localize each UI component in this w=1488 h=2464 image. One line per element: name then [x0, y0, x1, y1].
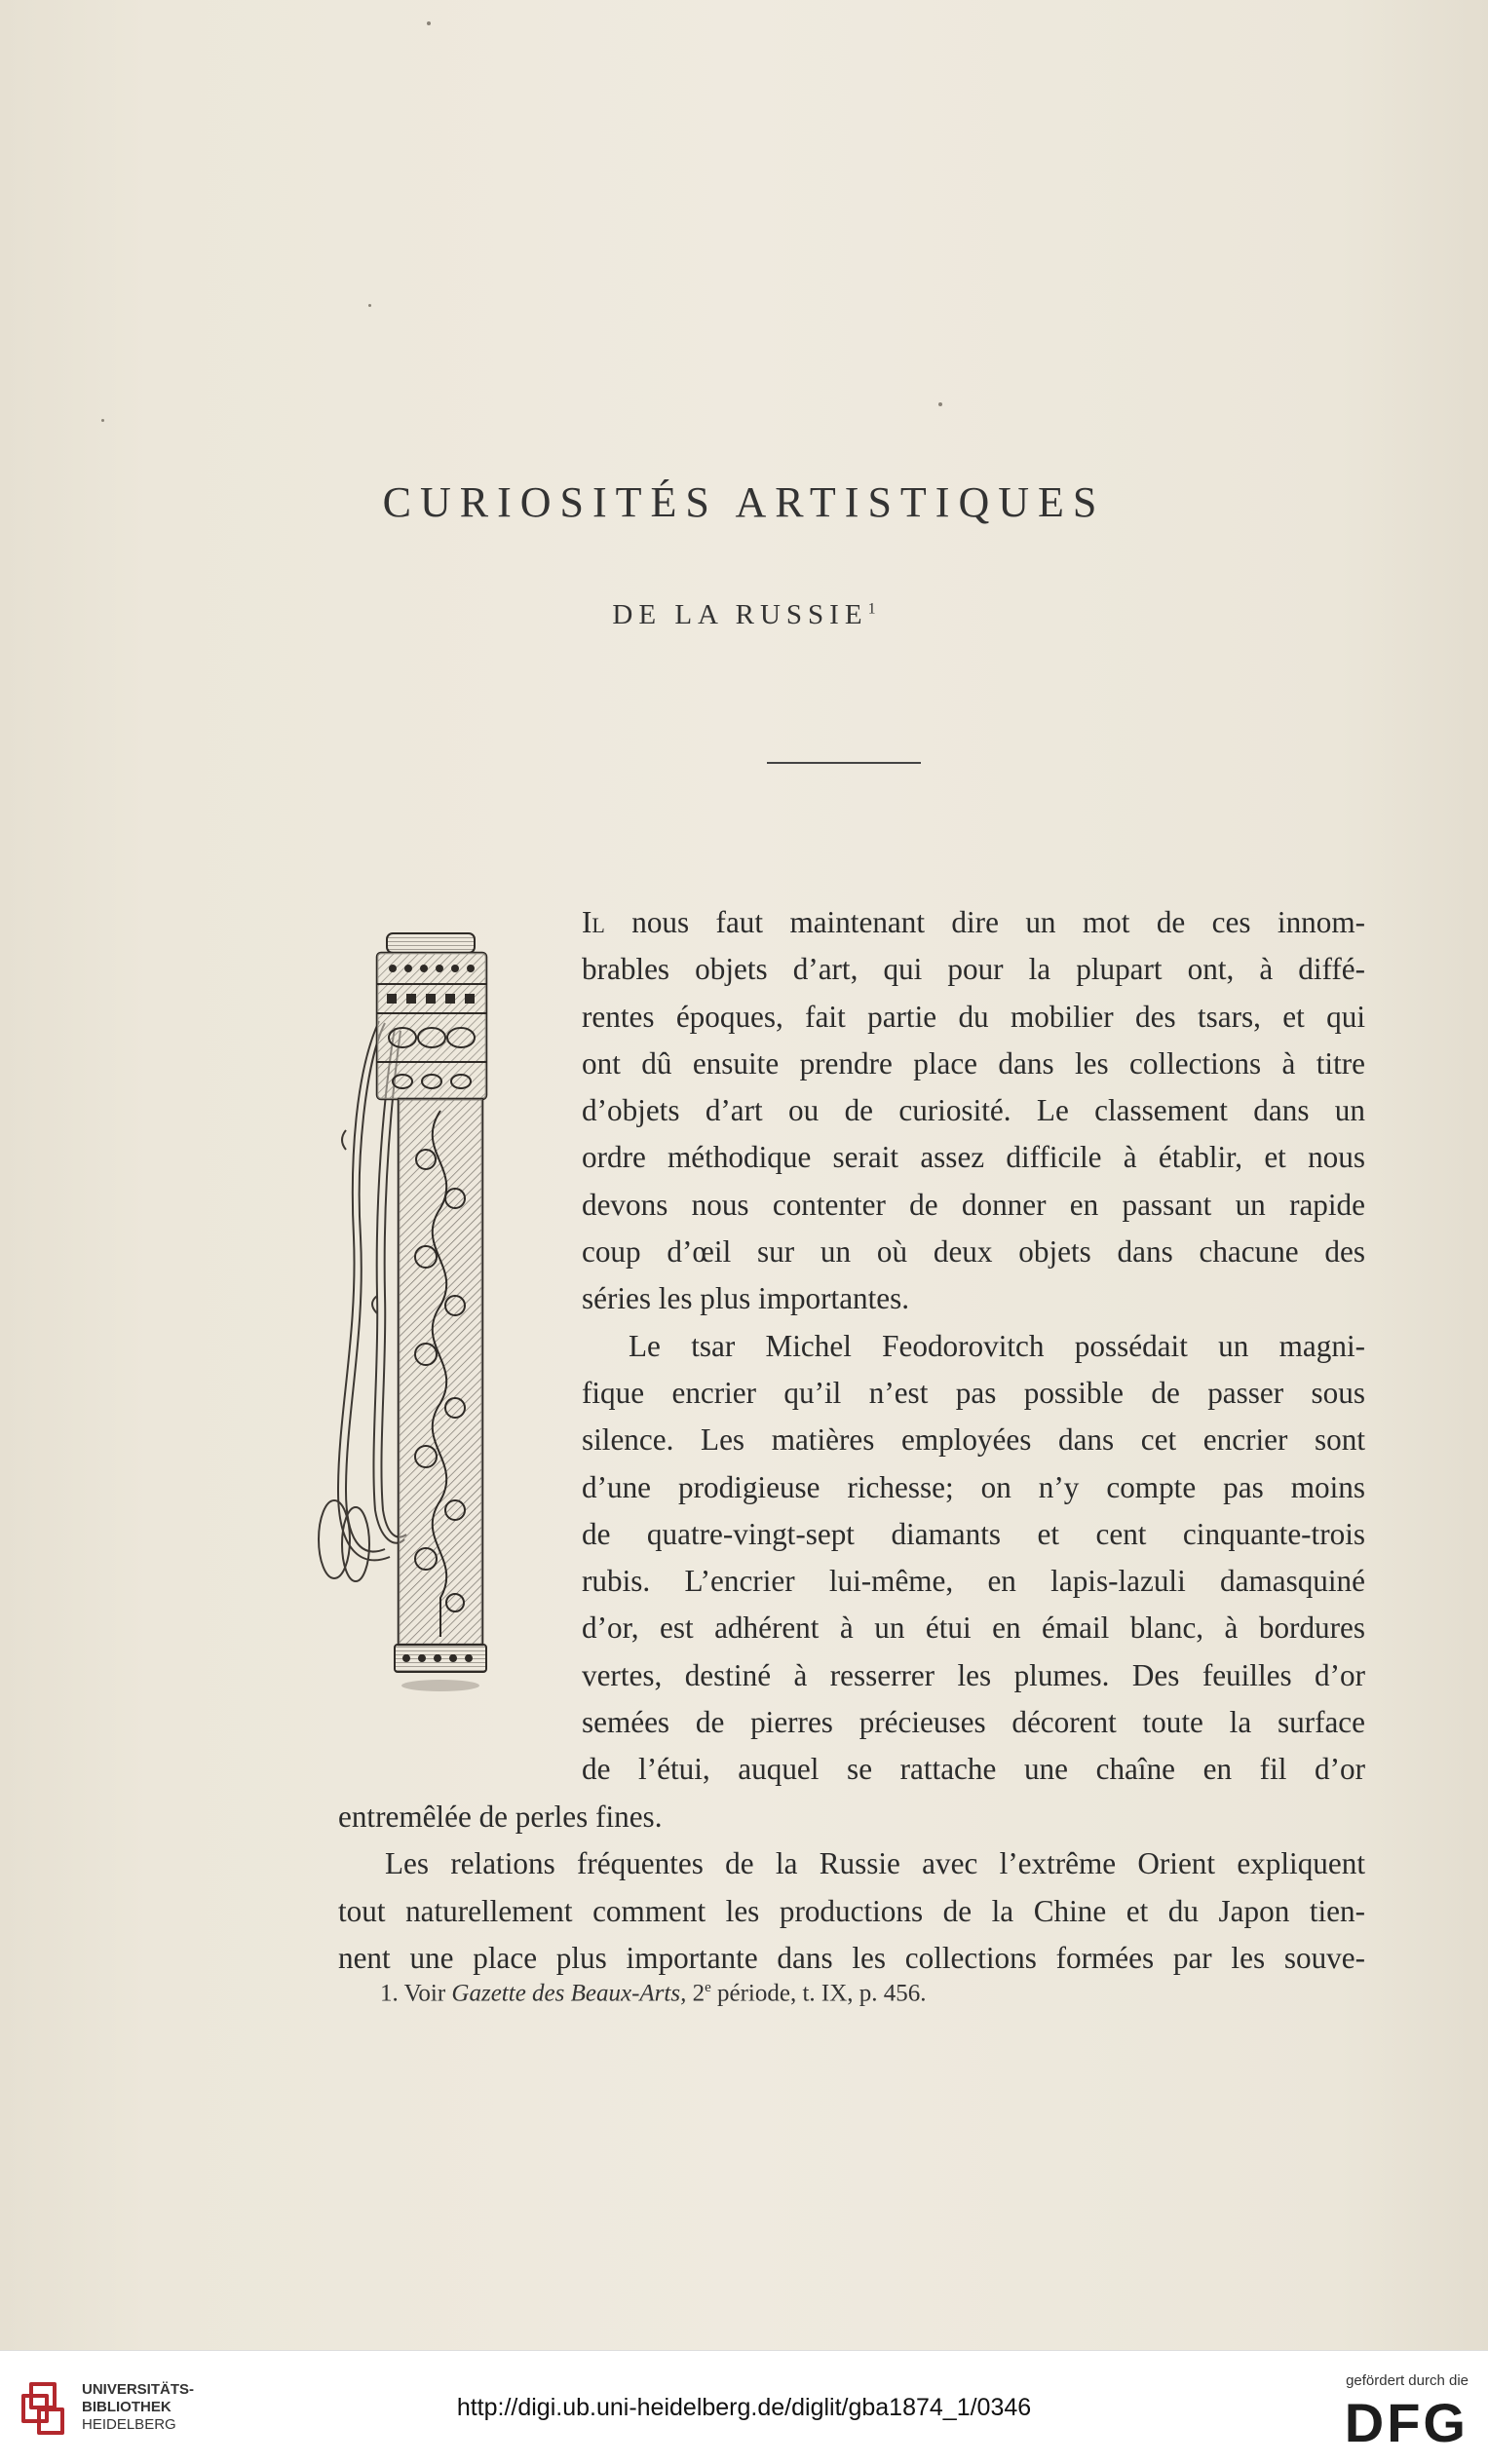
paper-speck [427, 21, 431, 25]
text-line: tout naturellement comment les productions de la Chine et du Japon tien- [338, 1893, 1365, 1928]
text-line: silence. Les matières employées dans cet encrier sont [582, 1422, 1365, 1458]
funder-label: gefördert durch die [1346, 2372, 1469, 2389]
text-line: entremêlée de perles fines. [338, 1800, 663, 1834]
text-line: Le tsar Michel Feodorovitch possédait un magni- [629, 1328, 1365, 1363]
footnote: 1. Voir Gazette des Beaux-Arts, 2e période, t. IX, p. 456. [380, 1980, 927, 2007]
wrapped-paragraphs [582, 899, 1365, 1794]
text-line: nent une place plus importante dans les collections formées par les souve- [338, 1940, 1365, 1975]
footnote-ref: 1 [867, 600, 876, 618]
title-rule [767, 762, 921, 764]
text-line: devons nous contenter de donner en passant un rapide [582, 1187, 1365, 1222]
text-line: rubis. L’encrier lui-même, en lapis-lazuli damasquiné [582, 1564, 1365, 1599]
text-line: de quatre-vingt-sept diamants et cent cinquante-trois [582, 1516, 1365, 1551]
text-line: Les relations fréquentes de la Russie avec l’extrême Orient expliquent [385, 1846, 1365, 1881]
text-line: semées de pierres précieuses décorent toute la surface [582, 1705, 1365, 1740]
permalink-url[interactable]: http://digi.ub.uni-heidelberg.de/diglit/gba1874_1/0346 [456, 2394, 1032, 2421]
text-line: ont dû ensuite prendre place dans les collections à titre [582, 1045, 1365, 1080]
text-line: rentes époques, fait partie du mobilier des tsars, et qui [582, 999, 1365, 1034]
viewer-footer [0, 2350, 1488, 2464]
journal-title: Gazette des Beaux-Arts, [451, 1980, 687, 2007]
full-width-paragraphs [338, 1794, 1365, 1982]
article-title: CURIOSITÉS ARTISTIQUES [382, 478, 1106, 526]
institution-name: UNIVERSITÄTS- BIBLIOTHEK HEIDELBERG [82, 2381, 195, 2433]
text-line: coup d’œil sur un où deux objets dans chacune des [582, 1234, 1365, 1270]
drop-word: Il [582, 905, 605, 939]
dfg-logo[interactable]: DFG [1344, 2392, 1469, 2453]
text-line: brables objets d’art, qui pour la plupart ont, à diffé- [582, 952, 1365, 987]
text-line: ordre méthodique serait assez difficile à établir, et nous [582, 1140, 1365, 1175]
article-subtitle: DE LA RUSSIE$^1$ [612, 599, 876, 630]
paper-speck [938, 402, 942, 406]
text-line: séries les plus importantes. [582, 1281, 910, 1316]
text-line: d’une prodigieuse richesse; on n’y compte pas moins [582, 1469, 1365, 1504]
text-line: de l’étui, auquel se rattache une chaîne en fil d’or [582, 1752, 1365, 1787]
text-line: d’or, est adhérent à un étui en émail blanc, à bordures [582, 1611, 1365, 1646]
paper-speck [368, 304, 371, 307]
text-line: d’objets d’art ou de curiosité. Le classement dans un [582, 1093, 1365, 1128]
pen-case-illustration [317, 906, 555, 1754]
text-line: Il nous faut maintenant dire un mot de ces innom- [582, 905, 1365, 939]
text-line: fique encrier qu’il n’est pas possible de passer sous [582, 1375, 1365, 1410]
text-line: vertes, destiné à resserrer les plumes. Des feuilles d’or [582, 1657, 1365, 1692]
paper-speck [101, 419, 104, 422]
